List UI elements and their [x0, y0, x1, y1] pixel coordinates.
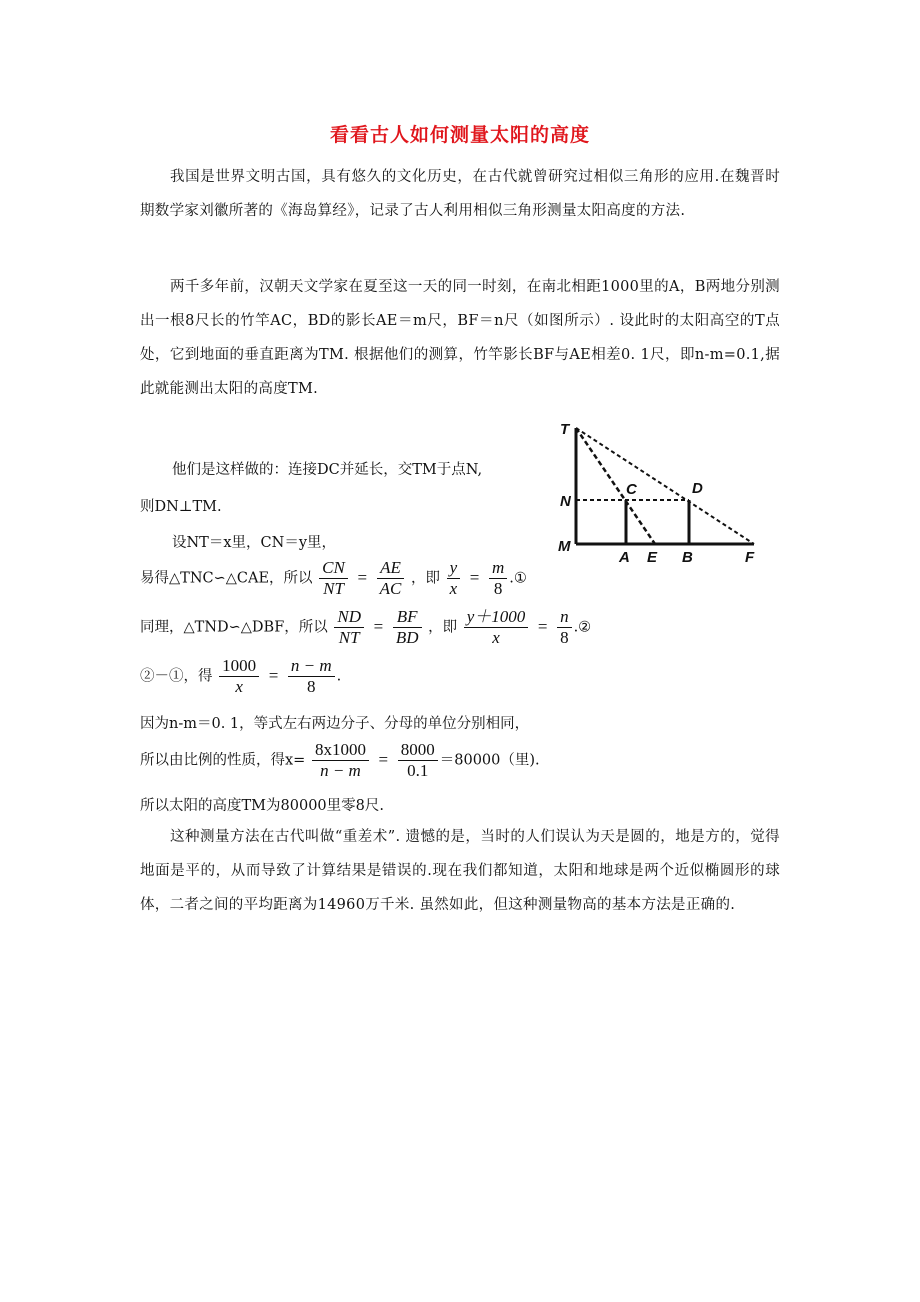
- eq1-equals-2: =: [469, 567, 480, 587]
- eq1-equals-1: =: [357, 567, 368, 587]
- eq1-fraction-m-8: $\frac{m}{8}$: [489, 558, 507, 599]
- eq1-suffix: .①: [509, 570, 527, 587]
- label-n: N: [560, 493, 571, 510]
- eq3-prefix: ②－①，得: [140, 668, 213, 685]
- perpendicular-line: 则DN⊥TM.: [140, 499, 222, 515]
- equation-3: [140, 656, 341, 697]
- intro-paragraph: 我国是世界文明古国，具有悠久的文化历史，在古代就曾研究过相似三角形的应用.在魏晋时期数学家刘徽所著的《海岛算经》，记录了古人利用相似三角形测量太阳高度的方法.: [140, 169, 780, 219]
- label-e: E: [647, 549, 658, 566]
- eq4-fraction-8000-01: $\frac{8000}{0.1}$: [398, 740, 438, 781]
- label-f: F: [745, 549, 755, 566]
- eq1-prefix: 易得△TNC∽△CAE，所以: [140, 570, 313, 587]
- eq2-suffix: .②: [573, 619, 592, 636]
- eq4-fraction-8000-nm: $\frac{8x1000}{n - m}$: [312, 740, 369, 781]
- eq2-fraction-n-8: $\frac{n}{8}$: [557, 607, 572, 648]
- eq3-suffix: .: [336, 668, 342, 685]
- because-line: 因为n-m＝0. 1，等式左右两边分子、分母的单位分别相同，: [140, 716, 530, 732]
- conclusion-line: 所以太阳的高度TM为80000里零8尺.: [140, 798, 384, 814]
- eq4-suffix: ＝80000（里).: [439, 752, 540, 769]
- label-b: B: [682, 549, 693, 566]
- eq2-prefix: 同理，△TND∽△DBF，所以: [140, 619, 328, 636]
- label-a: A: [619, 549, 630, 566]
- closing-paragraph: 这种测量方法在古代叫做“重差术”. 遗憾的是，当时的人们误认为天是圆的，地是方的，觉得地面是平的，从而导致了计算结果是错误的.现在我们都知道，太阳和地球是两个近似椭圆形的球体，二者之间的平均距离为14960万千米. 虽然如此，但这种测量物高的基本方法是正确的.: [140, 829, 780, 913]
- eq2-fraction-bf-bd: $\frac{BF}{BD}$: [393, 607, 422, 648]
- eq2-fraction-y1000-x: $\frac{y+1000}{x}$: [464, 607, 529, 648]
- eq1-fraction-ae-ac: $\frac{AE}{AC}$: [377, 558, 405, 599]
- eq3-equals: =: [268, 665, 279, 685]
- eq1-fraction-y-x: $\frac{y}{x}$: [447, 558, 461, 599]
- eq4-prefix: 所以由比例的性质，得x=: [140, 752, 306, 769]
- method-line: 他们是这样做的：连接DC并延长，交TM于点N,: [172, 462, 483, 478]
- label-t: T: [560, 421, 570, 438]
- problem-paragraph: 两千多年前，汉朝天文学家在夏至这一天的同一时刻，在南北相距1000里的A，B两地分别测出一根8尺长的竹竿AC，BD的影长AE＝m尺，BF＝n尺（如图所示）. 设此时的太阳高空的T点处，它到地面的垂直距离为TM. 根据他们的测算，竹竿影长BF与AE相差0. 1尺，即n-m=0.1,据此就能测出太阳的高度TM.: [140, 279, 780, 397]
- equation-4: [140, 740, 540, 781]
- eq2-fraction-nd-nt: $\frac{ND}{NT}$: [334, 607, 364, 648]
- equation-2: [140, 607, 591, 648]
- eq1-mid: ，即: [411, 570, 441, 587]
- eq2-equals-1: =: [373, 616, 384, 636]
- set-variables-line: 设NT＝x里，CN＝y里，: [172, 535, 337, 551]
- label-c: C: [626, 481, 637, 498]
- ray-tf: [576, 428, 754, 544]
- geometry-diagram: [556, 414, 766, 574]
- eq2-mid: ，即: [428, 619, 458, 636]
- eq4-equals: =: [378, 749, 389, 769]
- eq3-fraction-nm-8: $\frac{n - m}{8}$: [288, 656, 335, 697]
- ray-te: [576, 428, 655, 544]
- equation-1: [140, 558, 527, 599]
- eq2-equals-2: =: [537, 616, 548, 636]
- eq3-fraction-1000-x: $\frac{1000}{x}$: [219, 656, 259, 697]
- label-d: D: [692, 480, 703, 497]
- page-title: 看看古人如何测量太阳的高度: [329, 124, 590, 146]
- eq1-fraction-cn-nt: $\frac{CN}{NT}$: [319, 558, 348, 599]
- label-m: M: [558, 538, 571, 555]
